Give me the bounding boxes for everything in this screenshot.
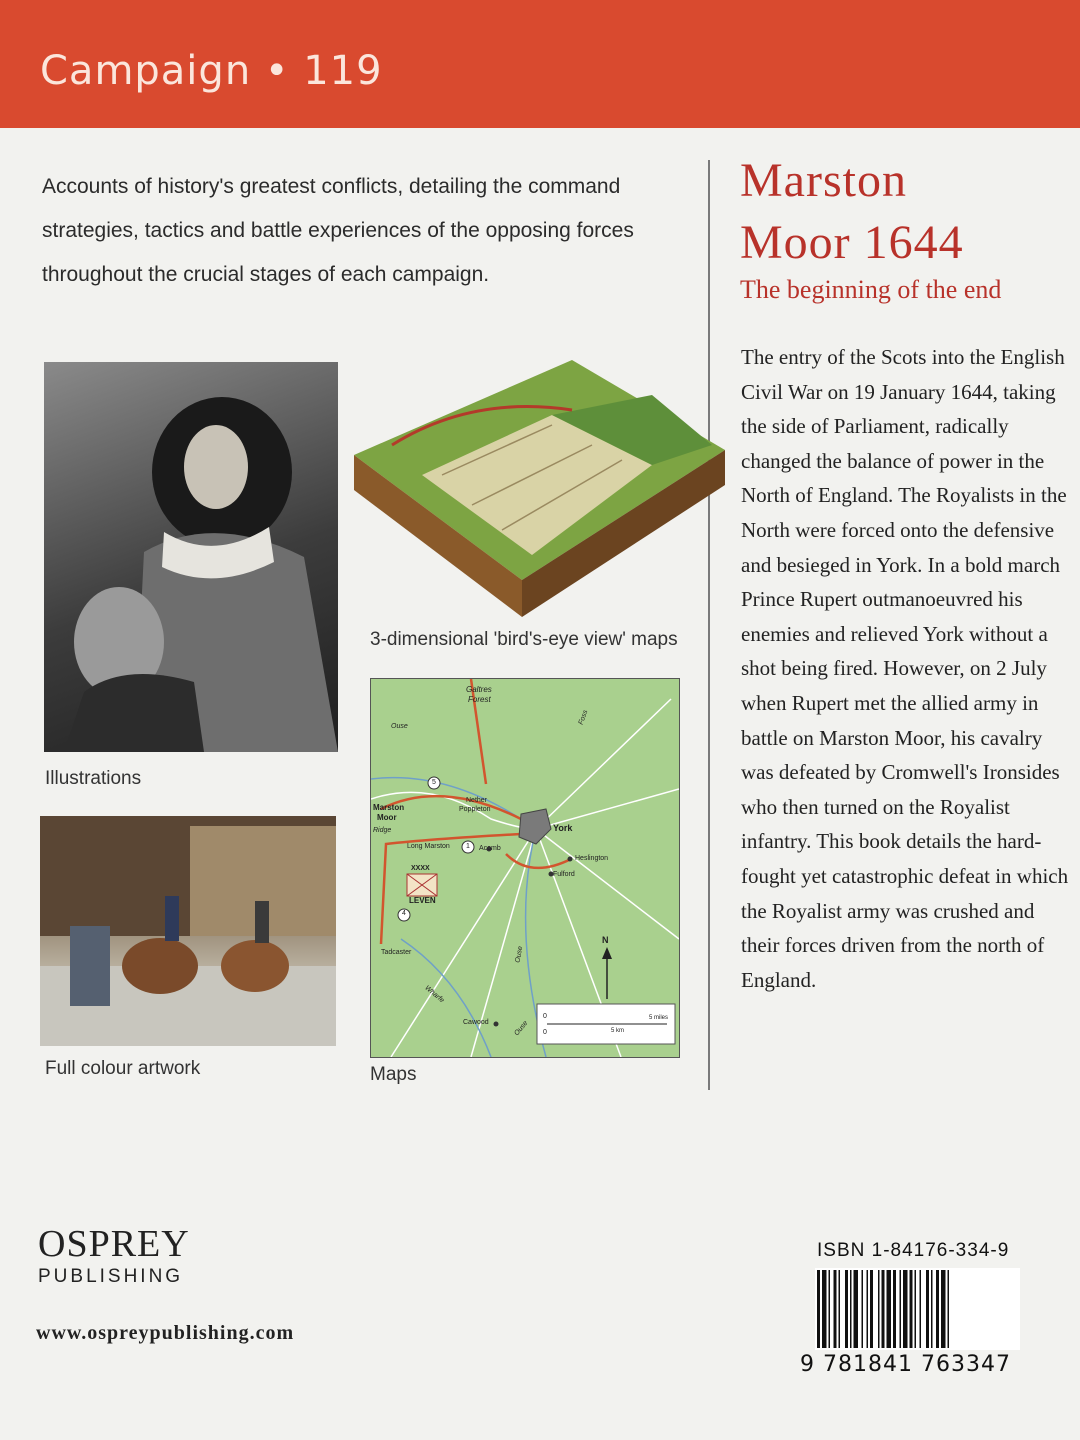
map-marker-4: 4 [402,910,406,917]
barcode-number: 9 781841 763347 [800,1352,1011,1377]
map-label-tadcaster: Tadcaster [381,949,412,956]
map-label-ouse-1: Ouse [391,723,408,730]
map-marker-1: 1 [466,843,470,850]
map-label-leven: LEVEN [409,896,436,905]
publisher-website: www.ospreypublishing.com [36,1322,295,1344]
caption-artwork: Full colour artwork [45,1058,201,1079]
column-divider [708,160,710,1090]
publisher-logo-name: OSPREY [38,1223,190,1265]
birdseye-drawing [352,355,727,625]
illustration-portrait [44,362,338,752]
map-label-forest: Forest [468,695,491,704]
caption-maps: Maps [370,1064,417,1085]
scale-km: 5 km [611,1028,625,1034]
map-label-long-marston: Long Marston [407,843,450,850]
map-label-ridge: Ridge [373,827,392,834]
map-label-cawood: Cawood [463,1019,489,1026]
map-label-galtres: Galtres [466,685,492,694]
intro-text: Accounts of history's greatest conflicts, detailing the command strategies, tactics and battle experiences of the opposing forces throughout the crucial stages of each campaign. [42,175,634,286]
map-label-acomb: Acomb [479,845,501,852]
map-label-marston: Marston [373,803,405,812]
birdseye-map [352,355,727,625]
caption-illustrations: Illustrations [45,768,142,789]
title-line-2: Moor 1644 [740,216,964,269]
map-label-york: York [553,823,573,833]
map-label-foss: Foss [577,709,590,726]
scale-zero-miles: 0 [543,1013,547,1020]
artwork-drawing [40,816,336,1046]
book-title [740,150,964,274]
title-line-1: Marston [740,154,907,207]
scale-zero-km: 0 [543,1029,547,1036]
caption-birdseye: 3-dimensional 'bird's-eye view' maps [370,629,678,650]
map-label-poppleton: Poppleton [459,806,491,813]
map-label-moor: Moor [377,813,397,822]
campaign-map [370,678,680,1058]
map-label-xxxx: XXXX [411,865,430,872]
artwork-painting [40,816,336,1046]
map-label-ouse-3: Ouse [513,1019,530,1038]
barcode-bars [815,1268,1020,1350]
series-label: Campaign • 119 [40,48,383,94]
map-label-nether: Nether [466,797,488,804]
map-label-fulford: Fulford [553,871,575,878]
scale-miles: 5 miles [649,1015,669,1021]
isbn-label: ISBN 1-84176-334-9 [817,1240,1010,1261]
map-label-wharfe: Wharfe [423,984,446,1005]
map-marker-5: 5 [432,779,436,786]
barcode [815,1268,1020,1350]
map-label-heslington: Heslington [575,855,609,862]
map-label-north: N [602,935,609,945]
book-blurb: The entry of the Scots into the English Civil War on 19 January 1644, taking the side of Parliament, radically changed the balance of power in the North of England. The Royalists in the North were forced onto the defensive and besieged in York. In a bold march Prince Rupert outmanoeuvred his enemies and relieved York without a shot being fired. However, on 2 July when Rupert met the allied army in battle on Marston Moor, his cavalry was defeated by Cromwell's Ironsides who then turned on the Royalist infantry. This book details the hard-fought yet catastrophic defeat in which the Royalist army was crushed and their forces driven from the north of England. [741,345,1069,992]
publisher-logo-sub: PUBLISHING [38,1266,184,1287]
book-subtitle: The beginning of the end [740,275,1002,304]
map-label-ouse-2: Ouse [514,945,525,964]
portrait-drawing [44,362,338,752]
